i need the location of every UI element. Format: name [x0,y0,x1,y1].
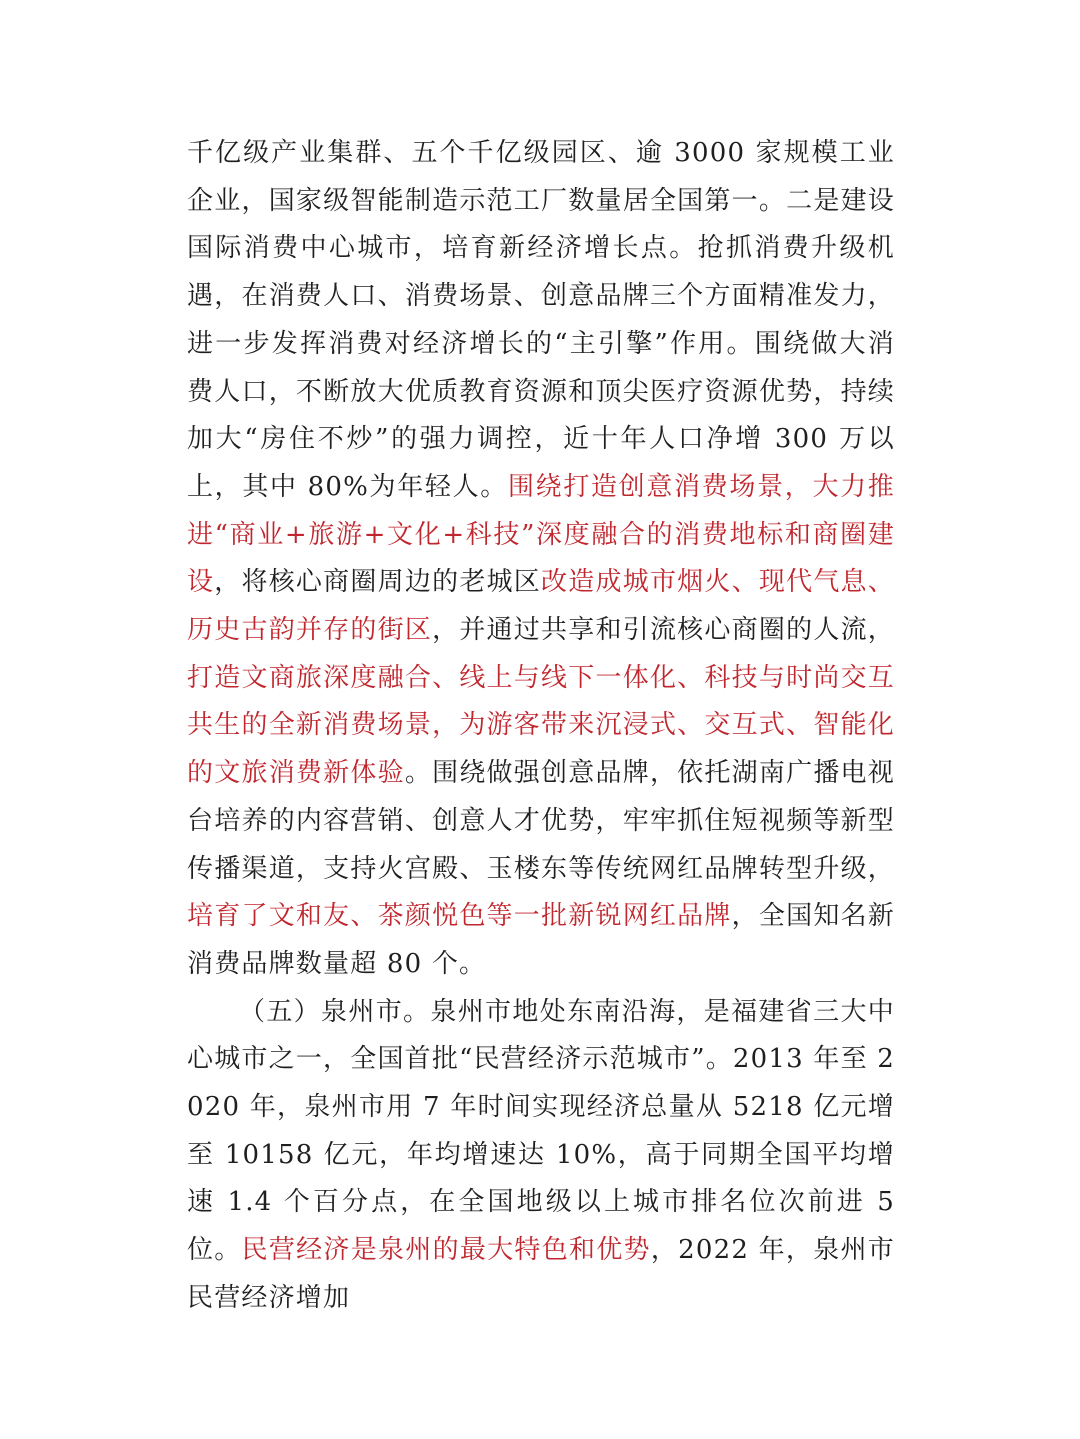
highlighted-text-segment: 民营经济是泉州的最大特色和优势 [241,1235,651,1266]
text-segment: 千亿级产业集群、五个千亿级园区、逾 3000 家规模工业企业，国家级智能制造示范工厂数量居全国第一。二是建设国际消费中心城市，培育新经济增长点。抢抓消费升级机遇，在消费人口、消费场景、创意品牌三个方面精准发力，进一步发挥消费对经济增长的“主引擎”作用。围绕做大消费人口，不断放大优质教育资源和顶尖医疗资源优势，持续加大“房住不炒”的强力调控，近十年人口净增 300 万以上，其中 80%为年轻人。 [187,138,895,502]
text-segment: ，并通过共享和引流核心商圈的人流， [432,615,895,646]
text-segment: 。围绕做强创意品牌，依托湖南广播电视台培养的内容营销、创意人才优势，牢牢抓住短视频等新型传播渠道，支持火宫殿、玉楼东等传统网红品牌转型升级， [187,758,895,884]
highlighted-text-segment: 打造文商旅深度融合、线上与线下一体化、科技与时尚交互共生的全新消费场景，为游客带来沉浸式、交互式、智能化的文旅消费新体验 [187,662,895,789]
text-segment: ，全国知名新消费品牌数量超 80 个。 [187,901,895,979]
text-segment: （五）泉州市。泉州市地处东南沿海，是福建省三大中心城市之一，全国首批“民营经济示范城市”。2013 年至 2020 年，泉州市用 7 年时间实现经济总量从 5218 亿元增至 10158 亿元，年均增速达 10%，高于同期全国平均增速 1.4 个百分点，在全国地级以上城市排名位次前进 5 位。 [187,996,895,1266]
document-body [187,130,895,1323]
highlighted-text-segment: 改造成城市烟火、现代气息、历史古韵并存的街区 [187,567,895,646]
highlighted-text-segment: 围绕打造创意消费场景，大力推进“商业+旅游+文化+科技”深度融合的消费地标和商圈建设 [187,471,895,598]
highlighted-text-segment: 培育了文和友、茶颜悦色等一批新锐网红品牌 [187,901,732,932]
paragraph-changsha-consumption [187,130,895,989]
text-segment: ，2022 年，泉州市民营经济增加 [187,1235,895,1313]
paragraph-quanzhou [187,989,895,1323]
text-segment: ，将核心商圈周边的老城区 [214,567,542,598]
